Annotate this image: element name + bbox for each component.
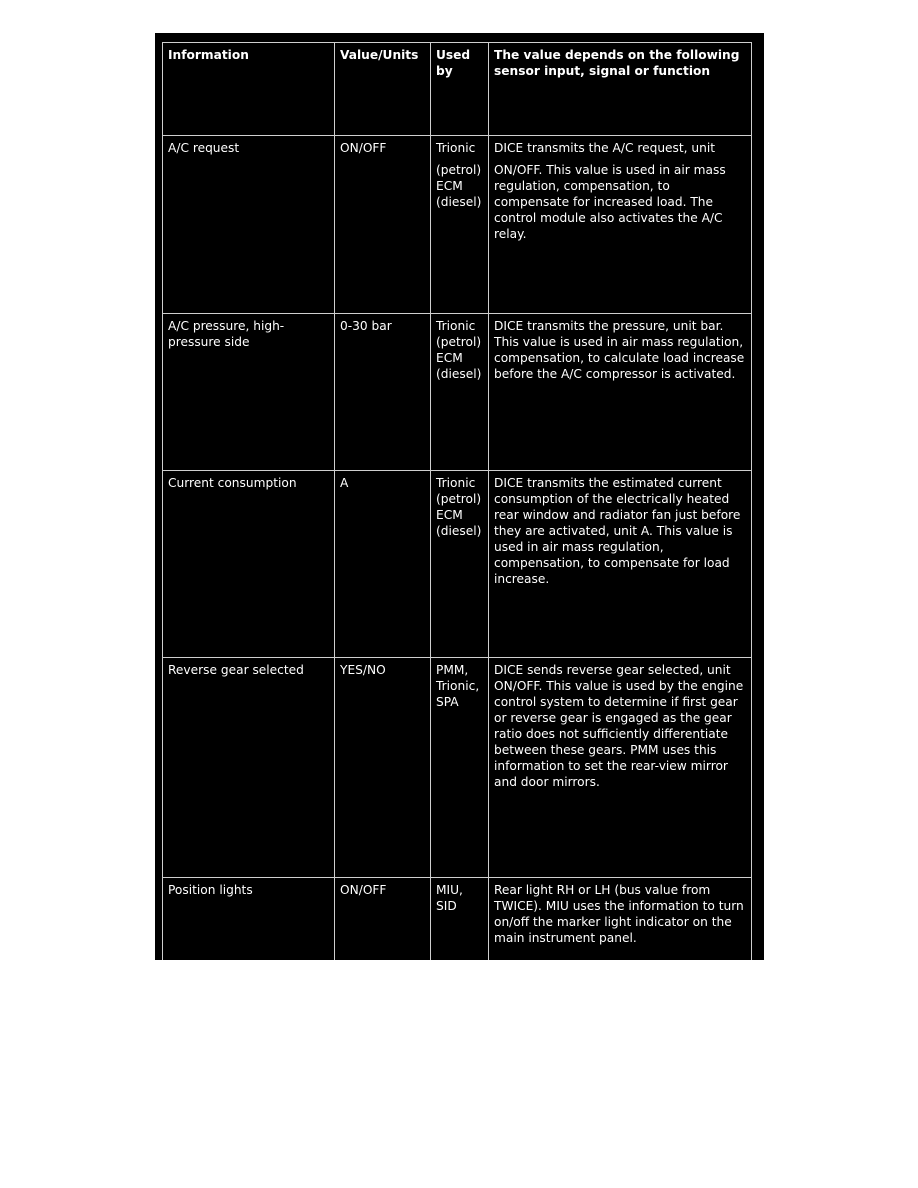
used-by-line: PMM, Trionic, SPA bbox=[436, 663, 480, 709]
used-by-line: MIU, SID bbox=[436, 883, 463, 913]
cell-information: Current consumption bbox=[163, 471, 335, 658]
cell-value-units: ON/OFF bbox=[335, 136, 431, 314]
cell-information: Reverse gear selected bbox=[163, 658, 335, 878]
description-line: DICE sends reverse gear selected, unit ON/OFF. This value is used by the engine control system to determine if first gear or reverse gear is engaged as the gear ratio does not sufficiently differentiate between these gears. PMM uses this information to set the rear-view mirror and door mirrors. bbox=[494, 663, 744, 789]
description-line: Rear light RH or LH (bus value from TWICE). MIU uses the information to turn on/off the marker light indicator on the main instrument panel. bbox=[494, 883, 744, 945]
description-line: DICE transmits the A/C request, unit bbox=[494, 141, 716, 155]
document-table-frame bbox=[155, 33, 764, 960]
cell-information: A/C pressure, high-pressure side bbox=[163, 314, 335, 471]
cell-value-units: 0-30 bar bbox=[335, 314, 431, 471]
cell-description bbox=[489, 658, 752, 878]
cell-description bbox=[489, 878, 752, 961]
used-by-line: Trionic (petrol) ECM (diesel) bbox=[436, 319, 482, 381]
cell-information: A/C request bbox=[163, 136, 335, 314]
table-header-row bbox=[163, 43, 752, 136]
table-row bbox=[163, 878, 752, 961]
table-row bbox=[163, 471, 752, 658]
cell-used-by bbox=[431, 314, 489, 471]
used-by-line: Trionic bbox=[436, 141, 476, 155]
sensor-info-table bbox=[162, 42, 752, 960]
cell-value-units: YES/NO bbox=[335, 658, 431, 878]
cell-information: Position lights bbox=[163, 878, 335, 961]
cell-description bbox=[489, 136, 752, 314]
header-used-by: Used by bbox=[431, 43, 489, 136]
cell-used-by bbox=[431, 878, 489, 961]
cell-used-by bbox=[431, 136, 489, 314]
description-line: DICE transmits the estimated current consumption of the electrically heated rear window and radiator fan just before they are activated, unit A. This value is used in air mass regulation, compensation, to compensate for load increase. bbox=[494, 476, 741, 586]
used-by-line: (petrol) ECM (diesel) bbox=[436, 163, 482, 209]
header-depends-on: The value depends on the following sensor input, signal or function bbox=[489, 43, 752, 136]
cell-description bbox=[489, 471, 752, 658]
description-line: DICE transmits the pressure, unit bar. This value is used in air mass regulation, compensation, to calculate load increase before the A/C compressor is activated. bbox=[494, 319, 745, 381]
cell-description bbox=[489, 314, 752, 471]
description-line: ON/OFF. This value is used in air mass regulation, compensation, to compensate for increased load. The control module also activates the A/C relay. bbox=[494, 163, 726, 241]
table-row bbox=[163, 314, 752, 471]
table-row bbox=[163, 658, 752, 878]
cell-used-by bbox=[431, 658, 489, 878]
used-by-line: Trionic (petrol) ECM (diesel) bbox=[436, 476, 482, 538]
header-value-units: Value/Units bbox=[335, 43, 431, 136]
cell-value-units: A bbox=[335, 471, 431, 658]
cell-used-by bbox=[431, 471, 489, 658]
header-information: Information bbox=[163, 43, 335, 136]
cell-value-units: ON/OFF bbox=[335, 878, 431, 961]
table-row bbox=[163, 136, 752, 314]
